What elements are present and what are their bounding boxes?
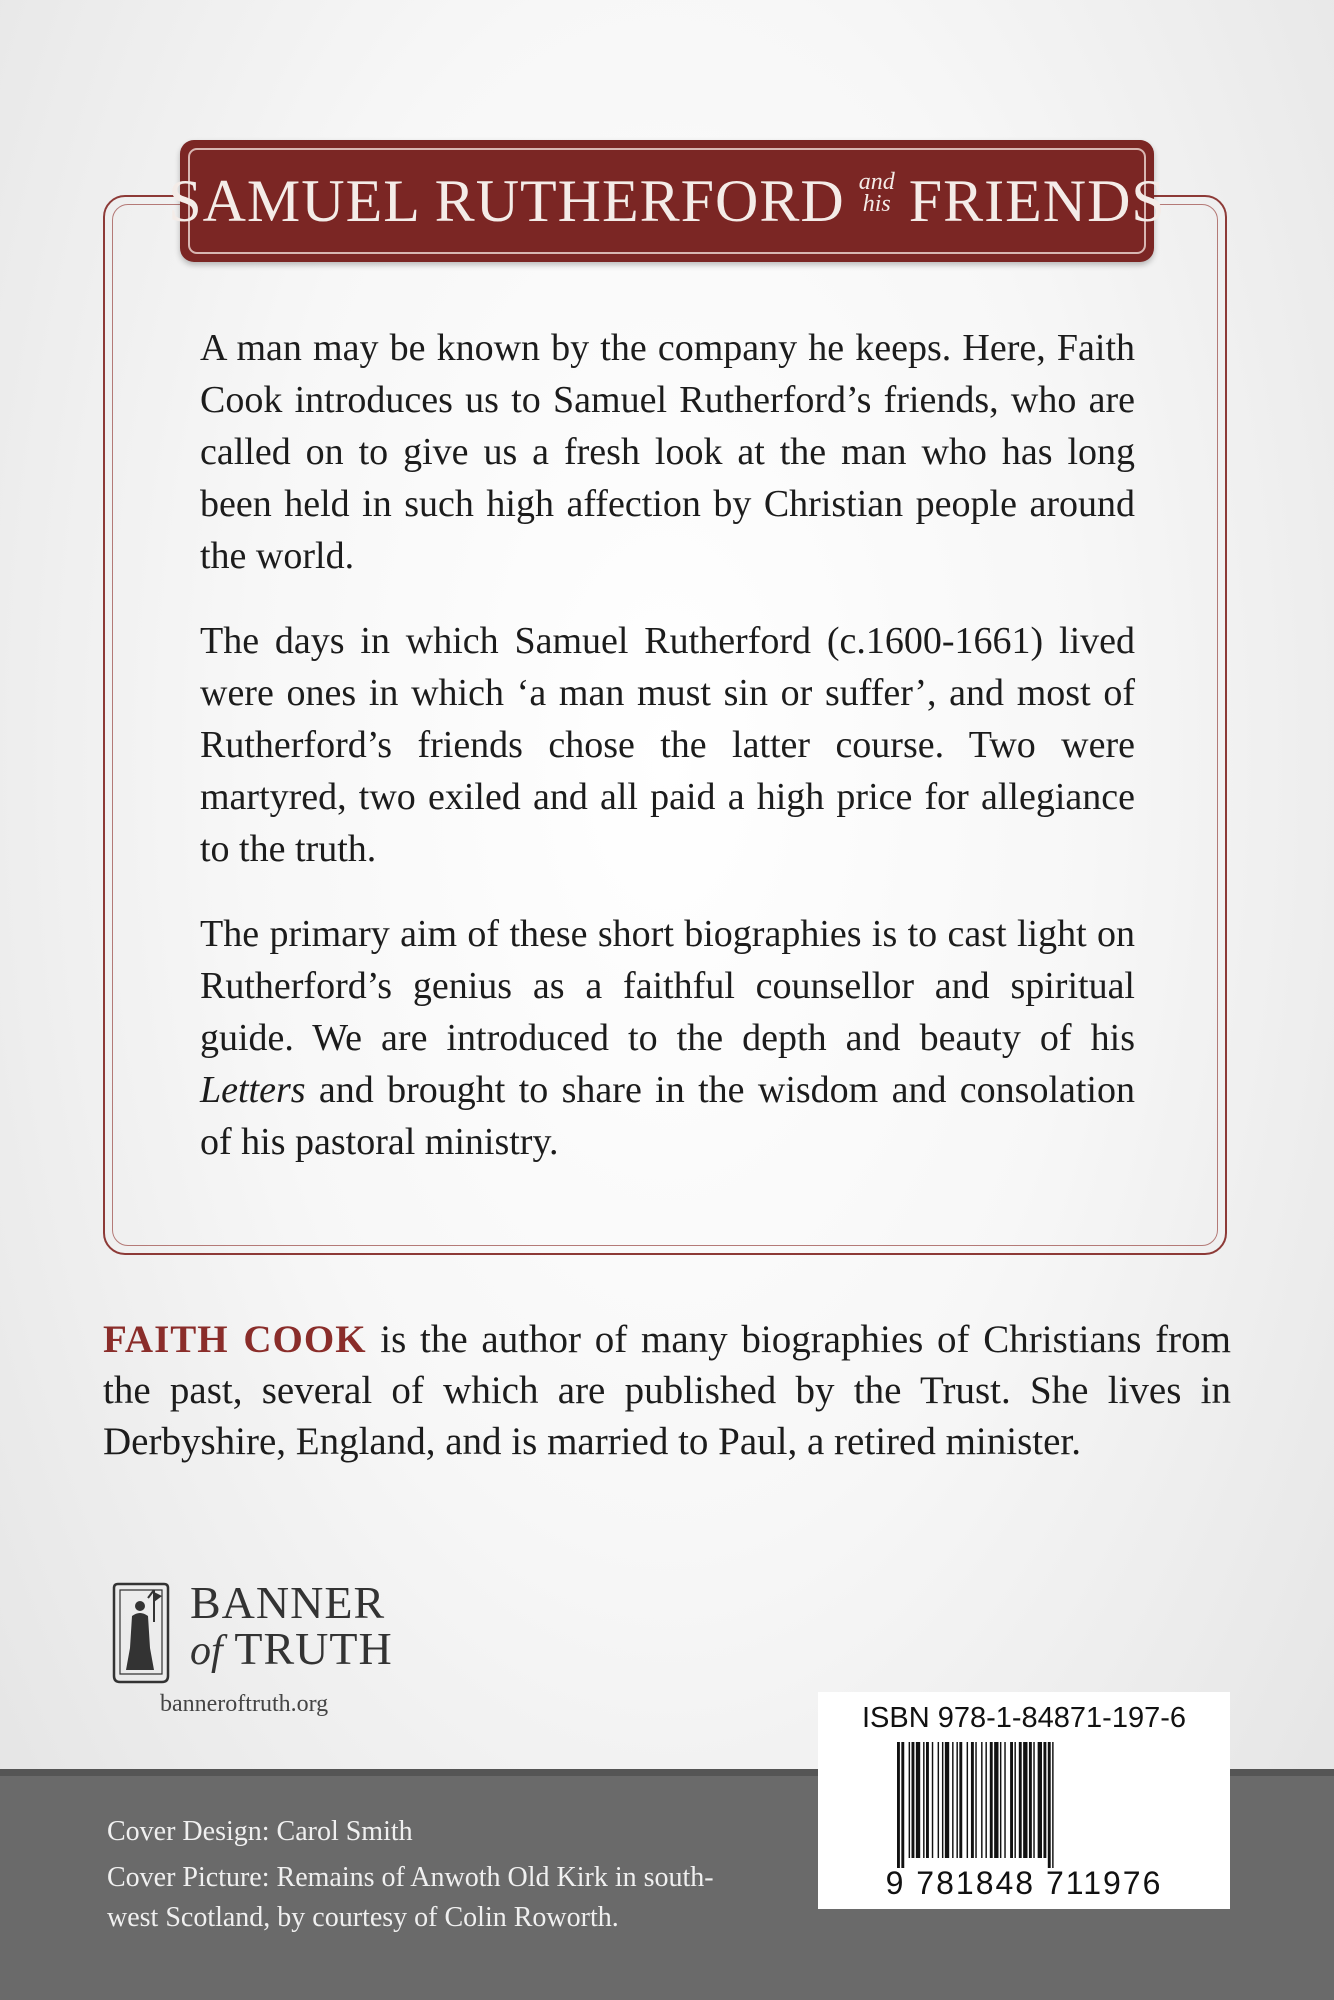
- publisher-line-2: [190, 1623, 393, 1674]
- publisher-logo: [110, 1578, 430, 1738]
- barcode-bar: [1023, 1742, 1027, 1858]
- barcode-bar: [1019, 1742, 1022, 1858]
- blurb-paragraph-3: [200, 908, 1135, 1168]
- barcode-bar: [1038, 1742, 1042, 1858]
- barcode-bar: [932, 1742, 933, 1858]
- barcode-bar: [1033, 1742, 1034, 1858]
- author-bio-text: is the author of many biographies of Christians from the past, several of which are published by the Trust. She lives in Derbyshire, England, and is married to Paul, a retired minister.: [103, 1318, 1231, 1463]
- barcode-bar: [926, 1742, 929, 1858]
- blurb-paragraph-1: A man may be known by the company he keeps. Here, Faith Cook introduces us to Samuel Rutherford’s friends, who are called on to give us a fresh look at the man who has long been held in such high affection by Christian people around the world.: [200, 327, 1135, 577]
- barcode-bar: [967, 1742, 968, 1858]
- barcode-bar: [981, 1742, 982, 1858]
- title-part-2: FRIENDS: [908, 167, 1166, 234]
- blurb-paragraph-2: The days in which Samuel Rutherford (c.1600-1661) lived were ones in which ‘a man must sin or suffer’, and most of Rutherford’s friends chose the latter course. Two were martyred, two exiled and all paid a high price for allegiance to the truth.: [200, 620, 1135, 870]
- publisher-url[interactable]: banneroftruth.org: [160, 1691, 329, 1717]
- isbn-barcode: [818, 1692, 1230, 1909]
- author-name: FAITH COOK: [103, 1318, 367, 1361]
- cover-credits: [107, 1812, 727, 1944]
- barcode-bar: [1052, 1742, 1053, 1868]
- barcode-bar: [923, 1742, 924, 1858]
- title-connector: [859, 171, 895, 215]
- letters-title: Letters: [200, 1069, 306, 1111]
- barcode-bar: [959, 1742, 962, 1858]
- barcode-bar: [945, 1742, 949, 1858]
- blurb-p3-end: and brought to share in the wisdom and consolation of his pastoral ministry.: [200, 1069, 1135, 1163]
- barcode-bar: [985, 1742, 986, 1858]
- barcode-bar: [1010, 1742, 1013, 1858]
- title-small-2: his: [862, 191, 891, 217]
- barcode-bar: [916, 1742, 920, 1858]
- barcode-bar: [897, 1742, 900, 1868]
- title-part-1: SAMUEL RUTHERFORD: [168, 167, 845, 234]
- barcode-bar: [975, 1742, 976, 1858]
- barcode-bar: [938, 1742, 939, 1858]
- barcode-bar: [956, 1742, 957, 1858]
- author-bio: [103, 1314, 1231, 1467]
- barcode-bar: [942, 1742, 943, 1858]
- barcode-bar: [994, 1742, 998, 1858]
- barcode-bar: [1014, 1742, 1015, 1858]
- cover-picture-credit: Cover Picture: Remains of Anwoth Old Kirk in south-west Scotland, by courtesy of Colin Roworth.: [107, 1862, 714, 1933]
- isbn-label: ISBN 978-1-84871-197-6: [861, 1702, 1187, 1734]
- barcode-bar: [990, 1742, 993, 1858]
- barcode-bar: [1004, 1742, 1005, 1858]
- barcode-bar: [901, 1742, 904, 1868]
- book-title: [168, 140, 1166, 262]
- barcode-bars: [897, 1742, 1195, 1868]
- publisher-truth: TRUTH: [234, 1623, 393, 1674]
- publisher-of: of: [190, 1628, 223, 1674]
- barcode-bar: [971, 1742, 974, 1858]
- blurb-p3-start: The primary aim of these short biographies is to cast light on Rutherford’s genius as a faithful counsellor and spiritual guide. We are introduced to the depth and beauty of his: [200, 913, 1135, 1059]
- barcode-bar: [1029, 1742, 1032, 1858]
- title-banner: [168, 140, 1166, 262]
- cover-design-credit: Cover Design: Carol Smith: [107, 1816, 413, 1847]
- barcode-bar: [1043, 1742, 1046, 1858]
- blurb-text: [200, 322, 1135, 1201]
- barcode-bar: [952, 1742, 953, 1858]
- banner-figure-icon: [110, 1578, 172, 1686]
- barcode-bar: [1048, 1742, 1051, 1868]
- publisher-name: [190, 1577, 393, 1674]
- title-small-1: and: [858, 169, 895, 195]
- barcode-bar: [1000, 1742, 1001, 1858]
- barcode-number: 9 781848 711976: [885, 1865, 1163, 1901]
- barcode-bar: [912, 1742, 915, 1858]
- publisher-line-1: BANNER: [190, 1577, 386, 1628]
- barcode-bar: [909, 1742, 910, 1858]
